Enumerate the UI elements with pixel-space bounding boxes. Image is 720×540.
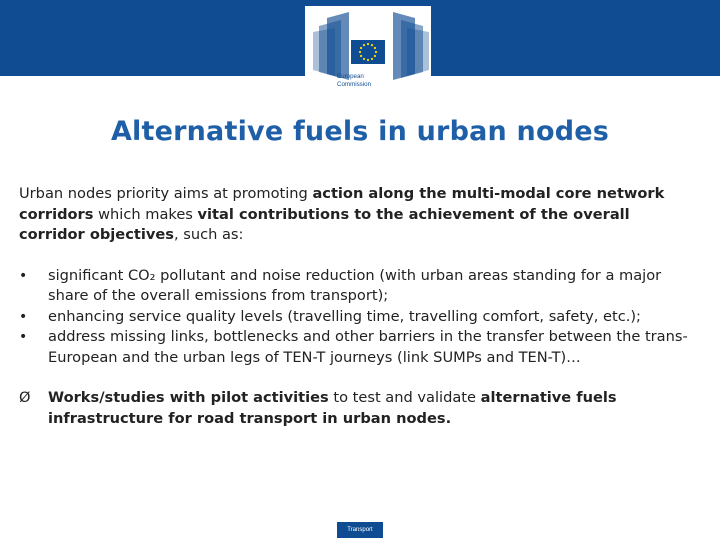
- page-title: Alternative fuels in urban nodes: [110, 116, 610, 147]
- star-icon: [367, 43, 369, 45]
- highlight-item: [19, 388, 699, 429]
- highlight-bold-2: alternative fuels infrastructure for road transport in urban nodes.: [48, 389, 617, 427]
- star-icon: [363, 44, 365, 46]
- star-icon: [360, 47, 362, 49]
- logo-text-line2: Commission: [337, 81, 372, 88]
- bullet-marker: •: [19, 329, 28, 345]
- star-icon: [375, 51, 377, 53]
- intro-paragraph: [19, 184, 699, 246]
- star-icon: [371, 44, 373, 46]
- intro-bold-1: action along the multi-modal core network corridors: [19, 185, 665, 223]
- bullet-marker: •: [19, 308, 28, 325]
- star-icon: [359, 51, 361, 53]
- star-icon: [367, 59, 369, 61]
- bullet-text: address missing links, bottlenecks and other barriers in the transfer between the trans-European and the urban legs of TEN-T journeys (link SUMPs and TEN-T)…: [48, 328, 688, 366]
- intro-text-1: Urban nodes priority aims at promoting: [19, 185, 313, 202]
- highlight-bold-1: Works/studies with pilot activities: [48, 389, 329, 406]
- bullet-marker: •: [19, 267, 28, 284]
- bullet-list: [19, 266, 699, 369]
- intro-bold-2: vital contributions to the achievement of the overall corridor objectives: [19, 205, 630, 243]
- slide-body: [19, 184, 699, 429]
- list-item: [19, 327, 699, 368]
- logo: [305, 6, 431, 102]
- star-icon: [371, 58, 373, 60]
- star-icon: [360, 55, 362, 57]
- intro-text-3: , such as:: [173, 226, 244, 243]
- star-icon: [374, 55, 376, 57]
- european-commission-logo-icon: [305, 6, 431, 102]
- list-item: [19, 266, 699, 307]
- arrow-bullet-icon: Ø: [19, 389, 31, 406]
- logo-text-line1: European: [337, 73, 364, 80]
- highlight-text: to test and validate: [328, 389, 481, 406]
- star-icon: [363, 58, 365, 60]
- bullet-text: significant CO₂ pollutant and noise reduction (with urban areas standing for a major share of the overall emissions from transport);: [48, 266, 662, 304]
- list-item: [19, 307, 699, 328]
- intro-text-2: which makes: [93, 205, 198, 223]
- star-icon: [374, 47, 376, 49]
- bullet-text: enhancing service quality levels (travelling time, travelling comfort, safety, etc.);: [48, 307, 641, 325]
- footer-tag: Transport: [337, 522, 383, 538]
